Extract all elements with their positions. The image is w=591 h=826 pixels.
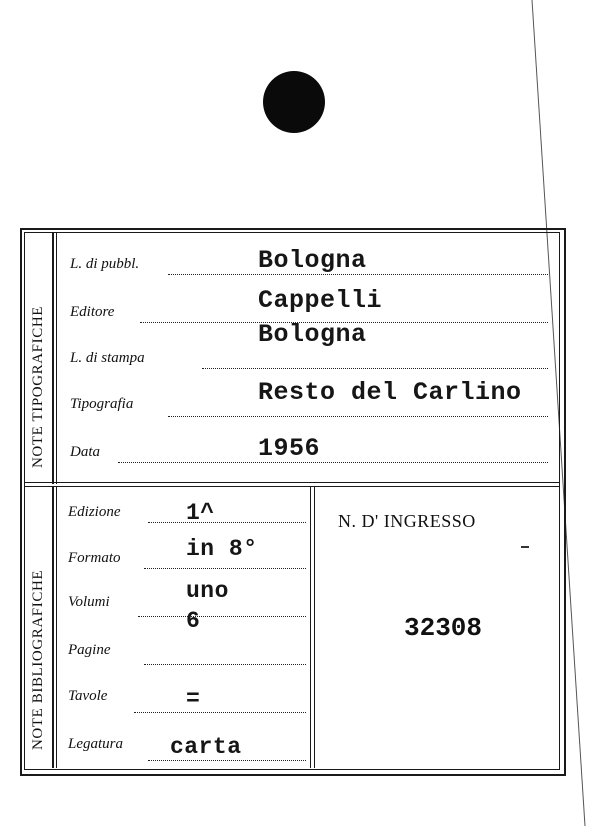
- dotted-line: [144, 664, 306, 665]
- value-legatura: carta: [170, 734, 242, 760]
- stray-mark: [521, 546, 529, 548]
- label-volumi: Volumi: [68, 594, 110, 610]
- label-tavole: Tavole: [68, 688, 108, 704]
- dotted-line: [134, 712, 306, 713]
- ingresso-title: N. D' INGRESSO: [338, 511, 476, 531]
- value-volumi: uno: [186, 578, 229, 604]
- dotted-line: [144, 568, 306, 569]
- label-tipografia: Tipografia: [70, 396, 134, 412]
- dotted-line: [202, 368, 548, 369]
- dotted-line: [138, 616, 306, 617]
- label-editore: Editore: [70, 304, 115, 320]
- label-luogo-pubblicazione: L. di pubbl.: [70, 256, 140, 272]
- column-rule: [52, 486, 54, 768]
- value-editore-sede: Bologna: [258, 320, 367, 349]
- section-title-bibliografiche: NOTE BIBLIOGRAFICHE: [30, 569, 46, 750]
- value-data: 1956: [258, 434, 321, 463]
- label-luogo-stampa: L. di stampa: [70, 350, 145, 366]
- column-rule: [56, 486, 57, 768]
- value-edizione: 1^: [186, 500, 215, 526]
- ingresso-number: 32308: [404, 613, 483, 643]
- label-data: Data: [70, 444, 100, 460]
- dotted-line: [168, 416, 548, 417]
- value-editore: Cappelli: [258, 286, 383, 315]
- dotted-line: [148, 522, 306, 523]
- value-luogo-pubblicazione: Bologna: [258, 246, 367, 275]
- label-legatura: Legatura: [68, 736, 124, 752]
- ingresso-divider: [310, 486, 315, 768]
- label-formato: Formato: [68, 550, 121, 566]
- value-tipografia: Resto del Carlino: [258, 378, 522, 407]
- value-tavole: =: [186, 686, 201, 712]
- column-rule: [52, 232, 54, 484]
- label-edizione: Edizione: [68, 504, 121, 520]
- punch-hole: [263, 71, 325, 133]
- section-title-tipografiche: NOTE TIPOGRAFICHE: [30, 305, 46, 468]
- column-rule: [56, 232, 57, 484]
- section-divider: [24, 482, 560, 487]
- catalog-card: [20, 228, 566, 776]
- value-formato: in 8°: [186, 536, 258, 562]
- dotted-line: [118, 462, 548, 463]
- value-pagine: 6: [186, 608, 201, 634]
- label-pagine: Pagine: [68, 642, 111, 658]
- dotted-line: [148, 760, 306, 761]
